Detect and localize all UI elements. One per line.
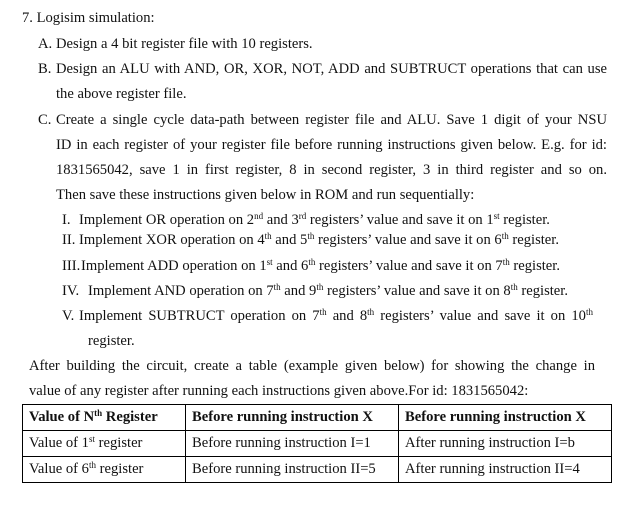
section-heading: 7. Logisim simulation: <box>22 10 155 26</box>
instruction-iv-number: IV. <box>62 283 80 299</box>
instruction-iv-text: Implement AND operation on 7th and 9th registers’ value and save it on 8th register. <box>88 282 568 299</box>
table-cell-before: Before running instruction I=1 <box>186 431 399 457</box>
instruction-i-text: Implement OR operation on 2nd and 3rd registers’ value and save it on 1st register. <box>79 211 550 228</box>
part-c-label: C. <box>38 112 52 128</box>
table-header-before: Before running instruction X <box>186 405 399 431</box>
instruction-ii-text: Implement XOR operation on 4th and 5th registers’ value and save it on 6th register. <box>79 231 559 248</box>
table-row <box>23 457 612 483</box>
part-c-line-3: 1831565042, save 1 in first register, 8 in second register, 3 in third register and so on. <box>56 162 607 178</box>
register-table <box>22 404 612 483</box>
part-a-label: A. <box>38 36 53 52</box>
table-header-row <box>23 405 612 431</box>
instruction-iii-number: III. <box>62 258 81 274</box>
instruction-v-text: Implement SUBTRUCT operation on 7th and 8th registers’ value and save it on 10th <box>79 307 593 324</box>
part-b-label: B. <box>38 61 52 77</box>
table-cell-register: Value of 6th register <box>23 457 186 483</box>
part-b-line-1: Design an ALU with AND, OR, XOR, NOT, ADD and SUBTRUCT operations that can use <box>56 61 607 77</box>
table-row <box>23 431 612 457</box>
part-c-line-1: Create a single cycle data-path between register file and ALU. Save 1 digit of your NSU <box>56 112 607 128</box>
table-cell-after: After running instruction II=4 <box>399 457 612 483</box>
table-cell-after: After running instruction I=b <box>399 431 612 457</box>
part-a-text: Design a 4 bit register file with 10 registers. <box>56 36 313 52</box>
instruction-ii-number: II. <box>62 232 76 248</box>
table-header-after: Before running instruction X <box>399 405 612 431</box>
part-c-line-4: Then save these instructions given below in ROM and run sequentially: <box>56 187 475 203</box>
instruction-i-number: I. <box>62 212 71 228</box>
instruction-v-continuation: register. <box>88 333 135 349</box>
part-c-line-2: ID in each register of your register file before running instructions given below. E.g. for id: <box>56 137 607 153</box>
after-line-1: After building the circuit, create a table (example given below) for showing the change in <box>29 358 595 374</box>
part-b-line-2: the above register file. <box>56 86 187 102</box>
after-line-2: value of any register after running each instructions given above.For id: 1831565042: <box>29 383 529 399</box>
table-cell-before: Before running instruction II=5 <box>186 457 399 483</box>
instruction-iii-text: Implement ADD operation on 1st and 6th registers’ value and save it on 7th register. <box>81 257 560 274</box>
instruction-v-number: V. <box>62 308 75 324</box>
table-header-register: Value of $N^{th}$ Register <box>23 405 186 431</box>
table-cell-register: Value of 1st register <box>23 431 186 457</box>
